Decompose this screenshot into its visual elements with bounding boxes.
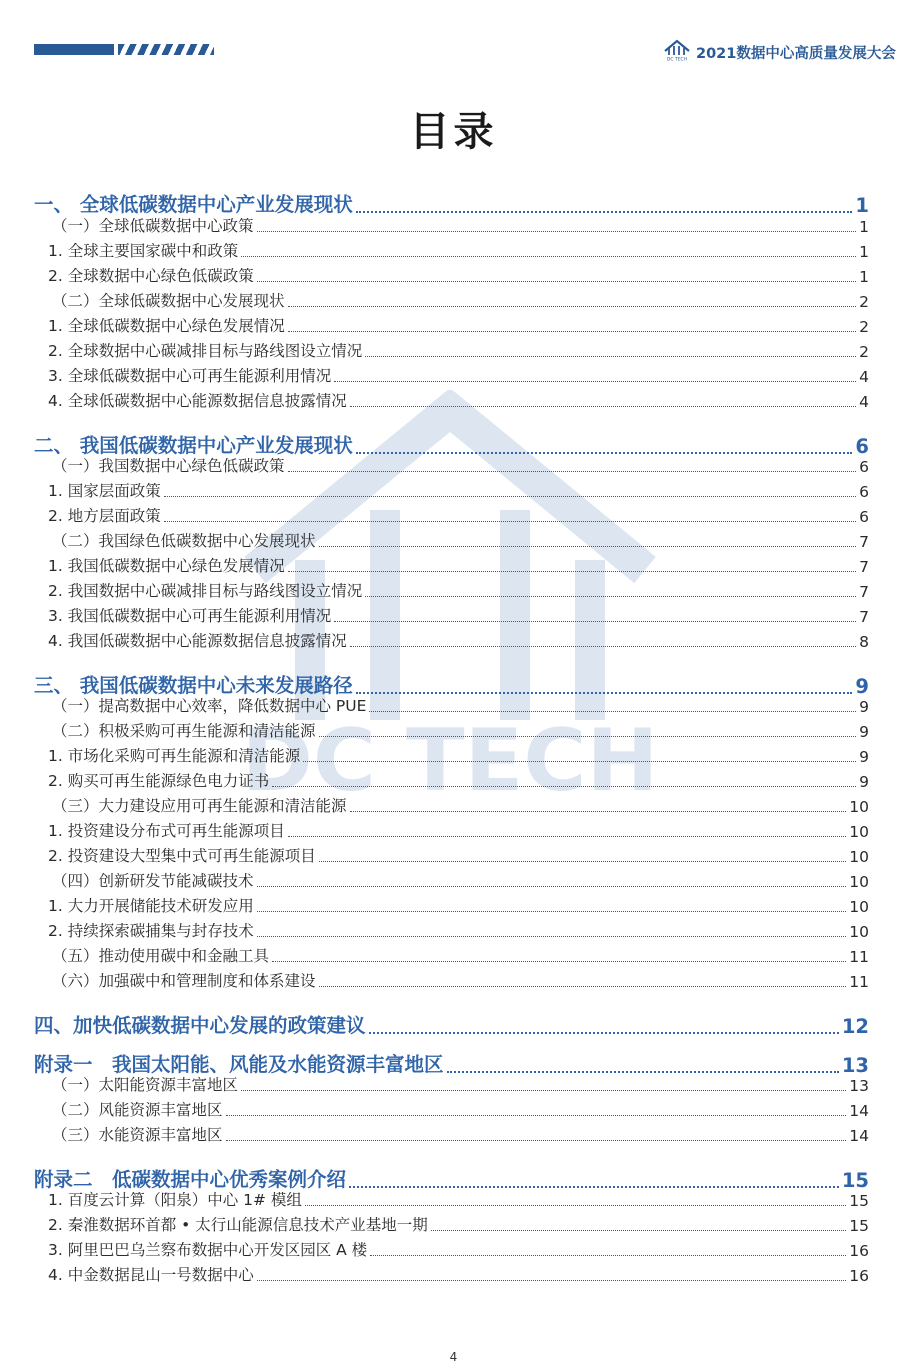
toc-entry-page: 7 [859,608,869,626]
toc-dot-leader [257,280,856,282]
toc-entry-level-3[interactable] [48,504,869,526]
toc-entry-page: 13 [849,1077,869,1095]
header-bar [34,44,114,55]
svg-text:DC TECH: DC TECH [241,711,659,811]
toc-entry-level-2[interactable] [52,1073,869,1095]
toc-dot-leader [350,645,856,647]
toc-entry-level-3[interactable] [48,264,869,286]
toc-entry-title: 4. 中金数据昆山一号数据中心 [48,1266,254,1284]
toc-entry-page: 15 [849,1192,869,1210]
toc-entry-title: 一、 全球低碳数据中心产业发展现状 [34,193,353,216]
toc-entry-title: 2. 秦淮数据环首都 • 太行山能源信息技术产业基地一期 [48,1216,428,1234]
toc-entry-title: 1. 我国低碳数据中心绿色发展情况 [48,557,285,575]
toc-entry-level-3[interactable] [48,364,869,386]
toc-entry-page: 10 [849,798,869,816]
toc-entry-title: （一）全球低碳数据中心政策 [52,217,254,235]
toc-dot-leader [164,495,856,497]
toc-entry-level-3[interactable] [48,389,869,411]
toc-entry-title: （五）推动使用碳中和金融工具 [52,947,270,965]
toc-entry-title: （一）太阳能资源丰富地区 [52,1076,239,1094]
toc-entry-page: 11 [849,973,869,991]
toc-entry-level-2[interactable] [52,944,869,966]
toc-dot-leader [257,230,857,232]
toc-entry-level-3[interactable] [48,744,869,766]
toc-entry-title: 2. 全球数据中心碳减排目标与路线图设立情况 [48,342,363,360]
toc-dot-leader [257,935,847,937]
toc-dot-leader [288,570,856,572]
toc-dot-leader [319,985,847,987]
toc-dot-leader [319,860,847,862]
toc-entry-page: 7 [859,583,869,601]
toc-entry-level-3[interactable] [48,769,869,791]
toc-entry-title: 4. 全球低碳数据中心能源数据信息披露情况 [48,392,347,410]
toc-entry-title: 二、 我国低碳数据中心产业发展现状 [34,434,353,457]
toc-dot-leader [164,520,856,522]
toc-entry-title: 2. 投资建设大型集中式可再生能源项目 [48,847,316,865]
toc-entry-page: 9 [859,723,869,741]
toc-entry-level-2[interactable] [52,454,869,476]
toc-dot-leader [334,380,856,382]
toc-dot-leader [365,595,856,597]
toc-dot-leader [288,470,857,472]
toc-entry-title: 1. 全球主要国家碳中和政策 [48,242,239,260]
toc-entry-title: （三）大力建设应用可再生能源和清洁能源 [52,797,347,815]
toc-dot-leader [226,1114,847,1116]
toc-dot-leader [257,910,847,912]
toc-entry-page: 14 [849,1102,869,1120]
toc-entry-title: 附录一 我国太阳能、风能及水能资源丰富地区 [34,1053,444,1076]
toc-dot-leader [303,760,856,762]
toc-entry-level-1[interactable] [34,189,869,217]
toc-entry-title: （二）风能资源丰富地区 [52,1101,223,1119]
toc-entry-page: 13 [841,1054,869,1077]
toc-entry-title: 1. 百度云计算（阳泉）中心 1# 模组 [48,1191,302,1209]
toc-entry-page: 11 [849,948,869,966]
toc-entry-level-1[interactable] [34,1010,869,1038]
toc-entry-page: 9 [859,748,869,766]
toc-entry-page: 2 [859,318,869,336]
toc-dot-leader [319,735,857,737]
toc-dot-leader [257,1279,847,1281]
toc-entry-page: 9 [859,773,869,791]
toc-entry-level-3[interactable] [48,479,869,501]
toc-entry-title: （二）我国绿色低碳数据中心发展现状 [52,532,316,550]
toc-dot-leader [241,1089,846,1091]
toc-entry-page: 14 [849,1127,869,1145]
toc-entry-level-2[interactable] [52,214,869,236]
toc-entry-level-2[interactable] [52,869,869,891]
toc-entry-page: 15 [849,1217,869,1235]
toc-dot-leader [288,835,847,837]
toc-dot-leader [334,620,856,622]
toc-dot-leader [241,255,856,257]
toc-entry-title: 1. 国家层面政策 [48,482,161,500]
toc-entry-page: 16 [849,1242,869,1260]
toc-dot-leader [431,1229,847,1231]
toc-entry-level-2[interactable] [52,1123,869,1145]
toc-entry-page: 6 [859,458,869,476]
toc-entry-level-2[interactable] [52,529,869,551]
toc-entry-level-3[interactable] [48,239,869,261]
toc-entry-level-3[interactable] [48,819,869,841]
toc-entry-page: 9 [855,675,869,698]
toc-entry-level-3[interactable] [48,579,869,601]
toc-entry-level-2[interactable] [52,719,869,741]
toc-entry-title: 3. 全球低碳数据中心可再生能源利用情况 [48,367,332,385]
toc-entry-level-2[interactable] [52,694,869,716]
toc-entry-page: 7 [859,533,869,551]
toc-entry-title: 3. 阿里巴巴乌兰察布数据中心开发区园区 A 楼 [48,1241,368,1259]
toc-entry-title: 2. 我国数据中心碳减排目标与路线图设立情况 [48,582,363,600]
toc-dot-leader [365,355,856,357]
toc-entry-title: 1. 市场化采购可再生能源和清洁能源 [48,747,301,765]
toc-entry-page: 6 [859,508,869,526]
toc-dot-leader [257,885,847,887]
toc-entry-title: 1. 投资建设分布式可再生能源项目 [48,822,285,840]
toc-entry-title: （六）加强碳中和管理制度和体系建设 [52,972,316,990]
toc-entry-level-2[interactable] [52,794,869,816]
toc-entry-level-3[interactable] [48,1238,869,1260]
toc-entry-level-2[interactable] [52,1098,869,1120]
toc-entry-page: 4 [859,368,869,386]
toc-dot-leader [350,810,847,812]
toc-entry-page: 16 [849,1267,869,1285]
toc-entry-page: 4 [859,393,869,411]
toc-entry-title: 附录二 低碳数据中心优秀案例介绍 [34,1168,347,1191]
toc-entry-title: 3. 我国低碳数据中心可再生能源利用情况 [48,607,332,625]
toc-entry-page: 10 [849,923,869,941]
dc-tech-logo-icon [662,37,692,61]
toc-entry-page: 1 [855,194,869,217]
page-title: 目录 [409,109,498,155]
toc-entry-level-3[interactable] [48,554,869,576]
toc-entry-title: 2. 购买可再生能源绿色电力证书 [48,772,270,790]
toc-entry-title: 2. 持续探索碳捕集与封存技术 [48,922,254,940]
toc-entry-page: 1 [859,218,869,236]
toc-entry-level-3[interactable] [48,1188,869,1210]
page-number: 4 [449,1350,458,1364]
toc-entry-title: 四、加快低碳数据中心发展的政策建议 [34,1014,366,1037]
toc-dot-leader [272,785,856,787]
toc-entry-level-2[interactable] [52,969,869,991]
toc-entry-page: 10 [849,873,869,891]
toc-entry-page: 2 [859,293,869,311]
toc-entry-level-3[interactable] [48,919,869,941]
toc-entry-title: （四）创新研发节能减碳技术 [52,872,254,890]
toc-entry-level-3[interactable] [48,894,869,916]
toc-entry-page: 10 [849,823,869,841]
toc-entry-title: （一）我国数据中心绿色低碳政策 [52,457,285,475]
toc-dot-leader [370,1254,846,1256]
toc-dot-leader [369,710,856,712]
toc-entry-level-3[interactable] [48,314,869,336]
toc-entry-level-3[interactable] [48,604,869,626]
toc-entry-title: （三）水能资源丰富地区 [52,1126,223,1144]
toc-entry-page: 10 [849,848,869,866]
toc-entry-title: （一）提高数据中心效率，降低数据中心 PUE [52,697,367,715]
toc-entry-level-3[interactable] [48,1213,869,1235]
toc-entry-level-2[interactable] [52,289,869,311]
toc-entry-page: 9 [859,698,869,716]
toc-dot-leader [356,210,853,213]
toc-dot-leader [369,1031,839,1034]
conference-title: 2021数据中心高质量发展大会 [696,46,896,62]
toc-entry-page: 2 [859,343,869,361]
toc-dot-leader [305,1204,846,1206]
toc-entry-page: 15 [841,1169,869,1192]
toc-entry-title: 4. 我国低碳数据中心能源数据信息披露情况 [48,632,347,650]
toc-entry-page: 1 [859,243,869,261]
toc-entry-page: 8 [859,633,869,651]
toc-entry-title: 1. 全球低碳数据中心绿色发展情况 [48,317,285,335]
toc-entry-level-3[interactable] [48,844,869,866]
toc-entry-page: 12 [841,1015,869,1038]
toc-entry-page: 1 [859,268,869,286]
toc-entry-title: 2. 地方层面政策 [48,507,161,525]
toc-entry-level-3[interactable] [48,1263,869,1285]
toc-entry-title: （二）积极采购可再生能源和清洁能源 [52,722,316,740]
toc-dot-leader [272,960,846,962]
toc-entry-level-3[interactable] [48,339,869,361]
toc-entry-title: 三、 我国低碳数据中心未来发展路径 [34,674,353,697]
toc-dot-leader [288,305,857,307]
toc-entry-title: 1. 大力开展储能技术研发应用 [48,897,254,915]
toc-dot-leader [350,405,856,407]
toc-entry-page: 7 [859,558,869,576]
toc-dot-leader [319,545,857,547]
toc-dot-leader [226,1139,847,1141]
toc-dot-leader [288,330,856,332]
toc-entry-page: 10 [849,898,869,916]
toc-entry-page: 6 [855,435,869,458]
toc-entry-title: 2. 全球数据中心绿色低碳政策 [48,267,254,285]
toc-entry-level-3[interactable] [48,629,869,651]
toc-entry-title: （二）全球低碳数据中心发展现状 [52,292,285,310]
header-stripes [118,44,214,55]
svg-text:DC TECH: DC TECH [666,57,688,61]
toc-entry-page: 6 [859,483,869,501]
